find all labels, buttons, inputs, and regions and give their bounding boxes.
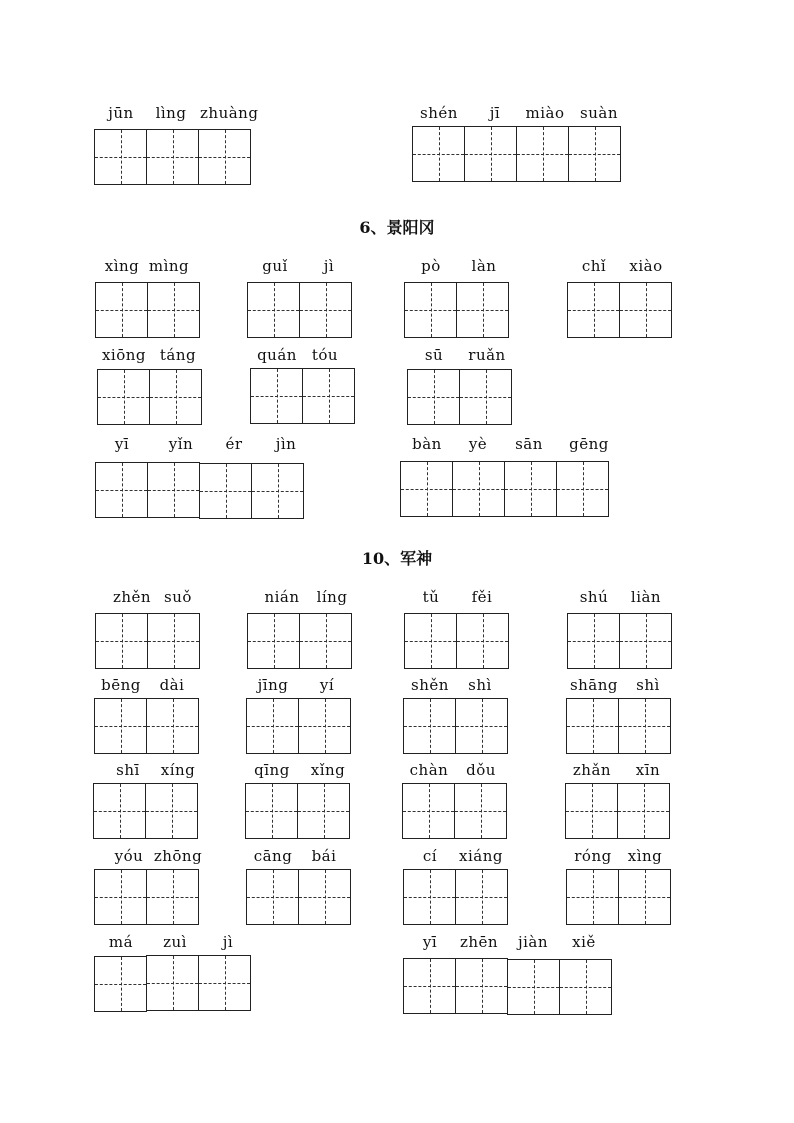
tianzige-cell[interactable] bbox=[145, 783, 198, 839]
pinyin-syllable: qīng bbox=[254, 761, 290, 779]
lesson-heading: 10、军神 bbox=[361, 549, 433, 568]
tianzige-cell[interactable] bbox=[456, 282, 509, 338]
tianzige-cell[interactable] bbox=[146, 955, 199, 1011]
tianzige-cell[interactable] bbox=[147, 282, 200, 338]
character-cells[interactable] bbox=[247, 282, 351, 338]
tianzige-cell[interactable] bbox=[299, 613, 352, 669]
character-cells[interactable] bbox=[567, 613, 671, 669]
pinyin-syllable: xiào bbox=[629, 257, 663, 275]
pinyin-syllable: dǒu bbox=[466, 761, 496, 779]
tianzige-cell[interactable] bbox=[146, 129, 199, 185]
pinyin-syllable: guǐ bbox=[262, 257, 288, 275]
character-cells[interactable] bbox=[94, 129, 250, 185]
pinyin-syllable: nián bbox=[264, 588, 300, 606]
pinyin-row bbox=[566, 847, 794, 867]
pinyin-syllable: cāng bbox=[253, 847, 293, 865]
pinyin-syllable: chǐ bbox=[581, 257, 607, 275]
tianzige-cell[interactable] bbox=[455, 958, 508, 1014]
pinyin-syllable: shī bbox=[116, 761, 140, 779]
tianzige-cell[interactable] bbox=[403, 958, 456, 1014]
tianzige-cell[interactable] bbox=[245, 783, 298, 839]
character-cells[interactable] bbox=[403, 698, 507, 754]
tianzige-cell[interactable] bbox=[403, 698, 456, 754]
character-cells[interactable] bbox=[246, 869, 350, 925]
character-cells[interactable] bbox=[97, 369, 201, 425]
pinyin-syllable: cí bbox=[422, 847, 438, 865]
character-cells[interactable] bbox=[94, 869, 198, 925]
pinyin-syllable: jì bbox=[323, 257, 335, 275]
tianzige-cell[interactable] bbox=[556, 461, 609, 517]
pinyin-syllable: jiàn bbox=[517, 933, 549, 951]
pinyin-syllable: quán bbox=[257, 346, 297, 364]
pinyin-syllable: suǒ bbox=[164, 588, 192, 606]
character-cells[interactable] bbox=[247, 613, 351, 669]
pinyin-syllable: zhěn bbox=[112, 588, 152, 606]
pinyin-syllable: sū bbox=[424, 346, 444, 364]
pinyin-row bbox=[95, 435, 395, 455]
character-cells[interactable] bbox=[567, 282, 671, 338]
pinyin-syllable: fěi bbox=[471, 588, 493, 606]
tianzige-cell[interactable] bbox=[567, 282, 620, 338]
tianzige-cell[interactable] bbox=[456, 613, 509, 669]
tianzige-cell[interactable] bbox=[567, 613, 620, 669]
pinyin-syllable: zuì bbox=[163, 933, 187, 951]
pinyin-syllable: shěn bbox=[411, 676, 449, 694]
tianzige-cell[interactable] bbox=[618, 869, 671, 925]
pinyin-syllable: tǔ bbox=[422, 588, 440, 606]
pinyin-syllable: jūn bbox=[108, 104, 134, 122]
tianzige-cell[interactable] bbox=[94, 698, 147, 754]
pinyin-syllable: dài bbox=[159, 676, 185, 694]
tianzige-cell[interactable] bbox=[251, 463, 304, 519]
tianzige-cell[interactable] bbox=[298, 698, 351, 754]
pinyin-syllable: mìng bbox=[148, 257, 190, 275]
tianzige-cell[interactable] bbox=[97, 369, 150, 425]
tianzige-cell[interactable] bbox=[146, 869, 199, 925]
tianzige-cell[interactable] bbox=[95, 613, 148, 669]
pinyin-row bbox=[94, 104, 394, 124]
tianzige-cell[interactable] bbox=[516, 126, 569, 182]
pinyin-syllable: yí bbox=[319, 676, 335, 694]
tianzige-cell[interactable] bbox=[455, 869, 508, 925]
tianzige-cell[interactable] bbox=[95, 282, 148, 338]
tianzige-cell[interactable] bbox=[94, 129, 147, 185]
pinyin-row bbox=[412, 104, 712, 124]
pinyin-syllable: jī bbox=[489, 104, 501, 122]
pinyin-syllable: sān bbox=[515, 435, 543, 453]
tianzige-cell[interactable] bbox=[94, 956, 147, 1012]
character-cells[interactable] bbox=[404, 613, 508, 669]
tianzige-cell[interactable] bbox=[566, 869, 619, 925]
tianzige-cell[interactable] bbox=[147, 613, 200, 669]
pinyin-syllable: má bbox=[108, 933, 134, 951]
tianzige-cell[interactable] bbox=[559, 959, 612, 1015]
tianzige-cell[interactable] bbox=[402, 783, 455, 839]
tianzige-cell[interactable] bbox=[504, 461, 557, 517]
pinyin-syllable: làn bbox=[471, 257, 497, 275]
pinyin-syllable: gēng bbox=[569, 435, 609, 453]
tianzige-cell[interactable] bbox=[400, 461, 453, 517]
pinyin-row bbox=[407, 346, 707, 366]
tianzige-cell[interactable] bbox=[146, 698, 199, 754]
character-cells[interactable] bbox=[566, 869, 670, 925]
pinyin-syllable: zhōng bbox=[153, 847, 203, 865]
pinyin-syllable: zhuàng bbox=[200, 104, 259, 122]
pinyin-syllable: shì bbox=[468, 676, 492, 694]
pinyin-syllable: táng bbox=[159, 346, 197, 364]
tianzige-cell[interactable] bbox=[299, 282, 352, 338]
tianzige-cell[interactable] bbox=[149, 369, 202, 425]
tianzige-cell[interactable] bbox=[452, 461, 505, 517]
character-cells[interactable] bbox=[566, 698, 670, 754]
tianzige-cell[interactable] bbox=[412, 126, 465, 182]
tianzige-cell[interactable] bbox=[95, 462, 148, 518]
tianzige-cell[interactable] bbox=[302, 368, 355, 424]
pinyin-syllable: yī bbox=[422, 933, 438, 951]
character-cells[interactable] bbox=[95, 613, 199, 669]
character-cells[interactable] bbox=[246, 698, 350, 754]
pinyin-syllable: xiōng bbox=[101, 346, 147, 364]
pinyin-syllable: róng bbox=[574, 847, 612, 865]
character-cells[interactable] bbox=[94, 955, 250, 1012]
pinyin-syllable: liàn bbox=[630, 588, 662, 606]
pinyin-syllable: yè bbox=[468, 435, 488, 453]
tianzige-cell[interactable] bbox=[454, 783, 507, 839]
pinyin-row bbox=[565, 761, 794, 781]
pinyin-row bbox=[566, 676, 794, 696]
tianzige-cell[interactable] bbox=[247, 613, 300, 669]
tianzige-cell[interactable] bbox=[93, 783, 146, 839]
pinyin-syllable: lìng bbox=[155, 104, 187, 122]
pinyin-syllable: yóu bbox=[114, 847, 144, 865]
tianzige-cell[interactable] bbox=[94, 869, 147, 925]
pinyin-syllable: miào bbox=[525, 104, 565, 122]
tianzige-cell[interactable] bbox=[464, 126, 517, 182]
tianzige-cell[interactable] bbox=[617, 783, 670, 839]
pinyin-syllable: jīng bbox=[257, 676, 289, 694]
character-cells[interactable] bbox=[95, 282, 199, 338]
pinyin-syllable: suàn bbox=[580, 104, 618, 122]
tianzige-cell[interactable] bbox=[455, 698, 508, 754]
character-cells[interactable] bbox=[403, 958, 611, 1015]
lesson-heading: 6、景阳冈 bbox=[359, 218, 435, 237]
pinyin-syllable: líng bbox=[316, 588, 348, 606]
pinyin-row bbox=[403, 933, 703, 953]
pinyin-syllable: yǐn bbox=[168, 435, 194, 453]
pinyin-syllable: shì bbox=[636, 676, 660, 694]
tianzige-cell[interactable] bbox=[565, 783, 618, 839]
tianzige-cell[interactable] bbox=[246, 698, 299, 754]
pinyin-syllable: jìn bbox=[275, 435, 297, 453]
pinyin-syllable: bái bbox=[311, 847, 337, 865]
tianzige-cell[interactable] bbox=[619, 282, 672, 338]
pinyin-syllable: bàn bbox=[412, 435, 442, 453]
pinyin-syllable: shāng bbox=[569, 676, 619, 694]
character-cells[interactable] bbox=[407, 369, 511, 425]
character-cells[interactable] bbox=[95, 462, 303, 519]
pinyin-syllable: jì bbox=[222, 933, 234, 951]
character-cells[interactable] bbox=[412, 126, 620, 182]
pinyin-syllable: zhēn bbox=[459, 933, 499, 951]
tianzige-cell[interactable] bbox=[246, 869, 299, 925]
tianzige-cell[interactable] bbox=[507, 959, 560, 1015]
tianzige-cell[interactable] bbox=[618, 698, 671, 754]
tianzige-cell[interactable] bbox=[298, 869, 351, 925]
tianzige-cell[interactable] bbox=[566, 698, 619, 754]
pinyin-syllable: xīn bbox=[635, 761, 661, 779]
pinyin-syllable: tóu bbox=[311, 346, 339, 364]
tianzige-cell[interactable] bbox=[403, 869, 456, 925]
pinyin-syllable: xìng bbox=[104, 257, 140, 275]
tianzige-cell[interactable] bbox=[198, 955, 251, 1011]
tianzige-cell[interactable] bbox=[199, 463, 252, 519]
character-cells[interactable] bbox=[402, 783, 506, 839]
tianzige-cell[interactable] bbox=[247, 282, 300, 338]
pinyin-syllable: shú bbox=[579, 588, 609, 606]
pinyin-syllable: bēng bbox=[101, 676, 141, 694]
pinyin-row bbox=[94, 933, 394, 953]
tianzige-cell[interactable] bbox=[568, 126, 621, 182]
pinyin-row bbox=[400, 435, 700, 455]
tianzige-cell[interactable] bbox=[619, 613, 672, 669]
pinyin-row bbox=[567, 588, 794, 608]
character-cells[interactable] bbox=[94, 698, 198, 754]
character-cells[interactable] bbox=[250, 368, 354, 424]
pinyin-syllable: xìng bbox=[627, 847, 663, 865]
tianzige-cell[interactable] bbox=[198, 129, 251, 185]
tianzige-cell[interactable] bbox=[250, 368, 303, 424]
pinyin-syllable: yī bbox=[114, 435, 130, 453]
character-cells[interactable] bbox=[404, 282, 508, 338]
pinyin-syllable: shén bbox=[420, 104, 458, 122]
pinyin-syllable: xiě bbox=[572, 933, 596, 951]
character-cells[interactable] bbox=[403, 869, 507, 925]
pinyin-syllable: xǐng bbox=[310, 761, 346, 779]
tianzige-cell[interactable] bbox=[404, 282, 457, 338]
tianzige-cell[interactable] bbox=[407, 369, 460, 425]
character-cells[interactable] bbox=[565, 783, 669, 839]
pinyin-syllable: chàn bbox=[409, 761, 449, 779]
tianzige-cell[interactable] bbox=[297, 783, 350, 839]
tianzige-cell[interactable] bbox=[147, 462, 200, 518]
character-cells[interactable] bbox=[400, 461, 608, 517]
character-cells[interactable] bbox=[245, 783, 349, 839]
pinyin-syllable: pò bbox=[421, 257, 441, 275]
tianzige-cell[interactable] bbox=[404, 613, 457, 669]
pinyin-syllable: zhǎn bbox=[572, 761, 612, 779]
tianzige-cell[interactable] bbox=[459, 369, 512, 425]
pinyin-syllable: xíng bbox=[160, 761, 196, 779]
pinyin-syllable: xiáng bbox=[459, 847, 503, 865]
pinyin-row bbox=[567, 257, 794, 277]
pinyin-syllable: ruǎn bbox=[468, 346, 506, 364]
character-cells[interactable] bbox=[93, 783, 197, 839]
pinyin-syllable: ér bbox=[225, 435, 243, 453]
